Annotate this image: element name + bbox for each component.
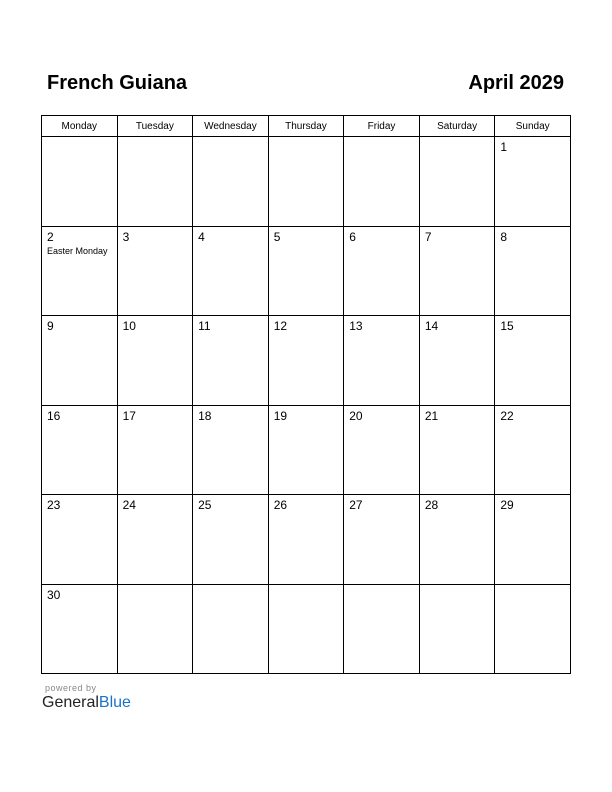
weekday-header: Wednesday <box>193 116 269 137</box>
day-cell <box>344 226 420 316</box>
day-cell <box>117 405 193 495</box>
day-cell <box>268 405 344 495</box>
day-cell <box>495 405 571 495</box>
brand-general-text: General <box>42 694 99 711</box>
week-row <box>42 584 571 674</box>
weekday-header: Saturday <box>419 116 495 137</box>
week-row <box>42 405 571 495</box>
day-cell <box>117 495 193 585</box>
day-number: 5 <box>273 229 281 244</box>
day-cell <box>42 137 118 227</box>
weekday-header: Thursday <box>268 116 344 137</box>
day-cell <box>193 316 269 406</box>
country-title: French Guiana <box>47 72 188 94</box>
day-cell <box>193 226 269 316</box>
day-cell <box>42 584 118 674</box>
day-number: 16 <box>47 408 61 423</box>
holiday-label: Easter Monday <box>47 245 108 256</box>
weekday-header-row <box>42 116 571 137</box>
day-number: 26 <box>273 498 288 512</box>
brand-blue-text: Blue <box>98 694 131 711</box>
day-number: 6 <box>349 229 356 244</box>
calendar-grid <box>41 115 571 674</box>
weekday-header: Tuesday <box>117 116 193 137</box>
day-number: 14 <box>424 319 439 333</box>
day-cell <box>268 316 344 406</box>
day-cell <box>193 137 269 227</box>
day-cell <box>193 584 269 674</box>
day-number: 1 <box>500 140 508 154</box>
day-cell <box>268 495 344 585</box>
powered-by-label: powered by <box>45 683 97 693</box>
day-cell <box>495 495 571 585</box>
day-number: 7 <box>424 229 432 244</box>
day-cell <box>42 405 118 495</box>
week-row <box>42 316 571 406</box>
day-cell <box>344 137 420 227</box>
weekday-header: Friday <box>344 116 420 137</box>
day-cell <box>344 584 420 674</box>
day-number: 24 <box>122 498 136 512</box>
day-number: 4 <box>198 229 205 244</box>
week-row <box>42 137 571 227</box>
day-cell <box>344 316 420 406</box>
day-cell <box>42 226 118 316</box>
day-cell <box>495 137 571 227</box>
day-cell <box>495 226 571 316</box>
day-cell <box>117 584 193 674</box>
weekday-header: Sunday <box>495 116 571 137</box>
day-number: 15 <box>500 319 514 333</box>
day-number: 9 <box>47 319 54 333</box>
day-number: 23 <box>47 498 61 512</box>
week-row <box>42 226 571 316</box>
day-cell <box>193 405 269 495</box>
day-number: 20 <box>349 408 363 423</box>
day-cell <box>117 137 193 227</box>
day-number: 11 <box>198 319 211 333</box>
day-number: 13 <box>349 319 363 333</box>
day-cell <box>117 316 193 406</box>
day-cell <box>419 137 495 227</box>
day-cell <box>419 226 495 316</box>
generalblue-logo[interactable] <box>42 694 131 712</box>
day-number: 22 <box>500 408 514 423</box>
day-number: 12 <box>273 319 288 333</box>
day-number: 18 <box>198 408 212 423</box>
day-number: 21 <box>424 408 439 423</box>
day-cell <box>419 584 495 674</box>
day-cell <box>268 584 344 674</box>
day-cell <box>193 495 269 585</box>
day-cell <box>42 495 118 585</box>
day-cell <box>42 316 118 406</box>
day-number: 25 <box>198 498 212 512</box>
day-number: 8 <box>500 229 508 244</box>
day-cell <box>268 137 344 227</box>
day-cell <box>344 405 420 495</box>
weekday-header: Monday <box>42 116 118 137</box>
day-number: 30 <box>47 587 61 602</box>
day-cell <box>419 495 495 585</box>
day-cell <box>419 405 495 495</box>
day-number: 3 <box>122 229 130 244</box>
day-number: 27 <box>349 498 363 512</box>
day-number: 19 <box>273 408 288 423</box>
day-cell <box>117 226 193 316</box>
day-number: 29 <box>500 498 514 512</box>
day-cell <box>495 584 571 674</box>
day-cell <box>268 226 344 316</box>
day-number: 2 <box>47 229 54 244</box>
day-number: 10 <box>122 319 136 333</box>
month-year-title: April 2029 <box>468 72 564 94</box>
day-number: 28 <box>424 498 439 512</box>
day-number: 17 <box>122 408 136 423</box>
day-cell <box>419 316 495 406</box>
day-cell <box>344 495 420 585</box>
day-cell <box>495 316 571 406</box>
week-row <box>42 495 571 585</box>
